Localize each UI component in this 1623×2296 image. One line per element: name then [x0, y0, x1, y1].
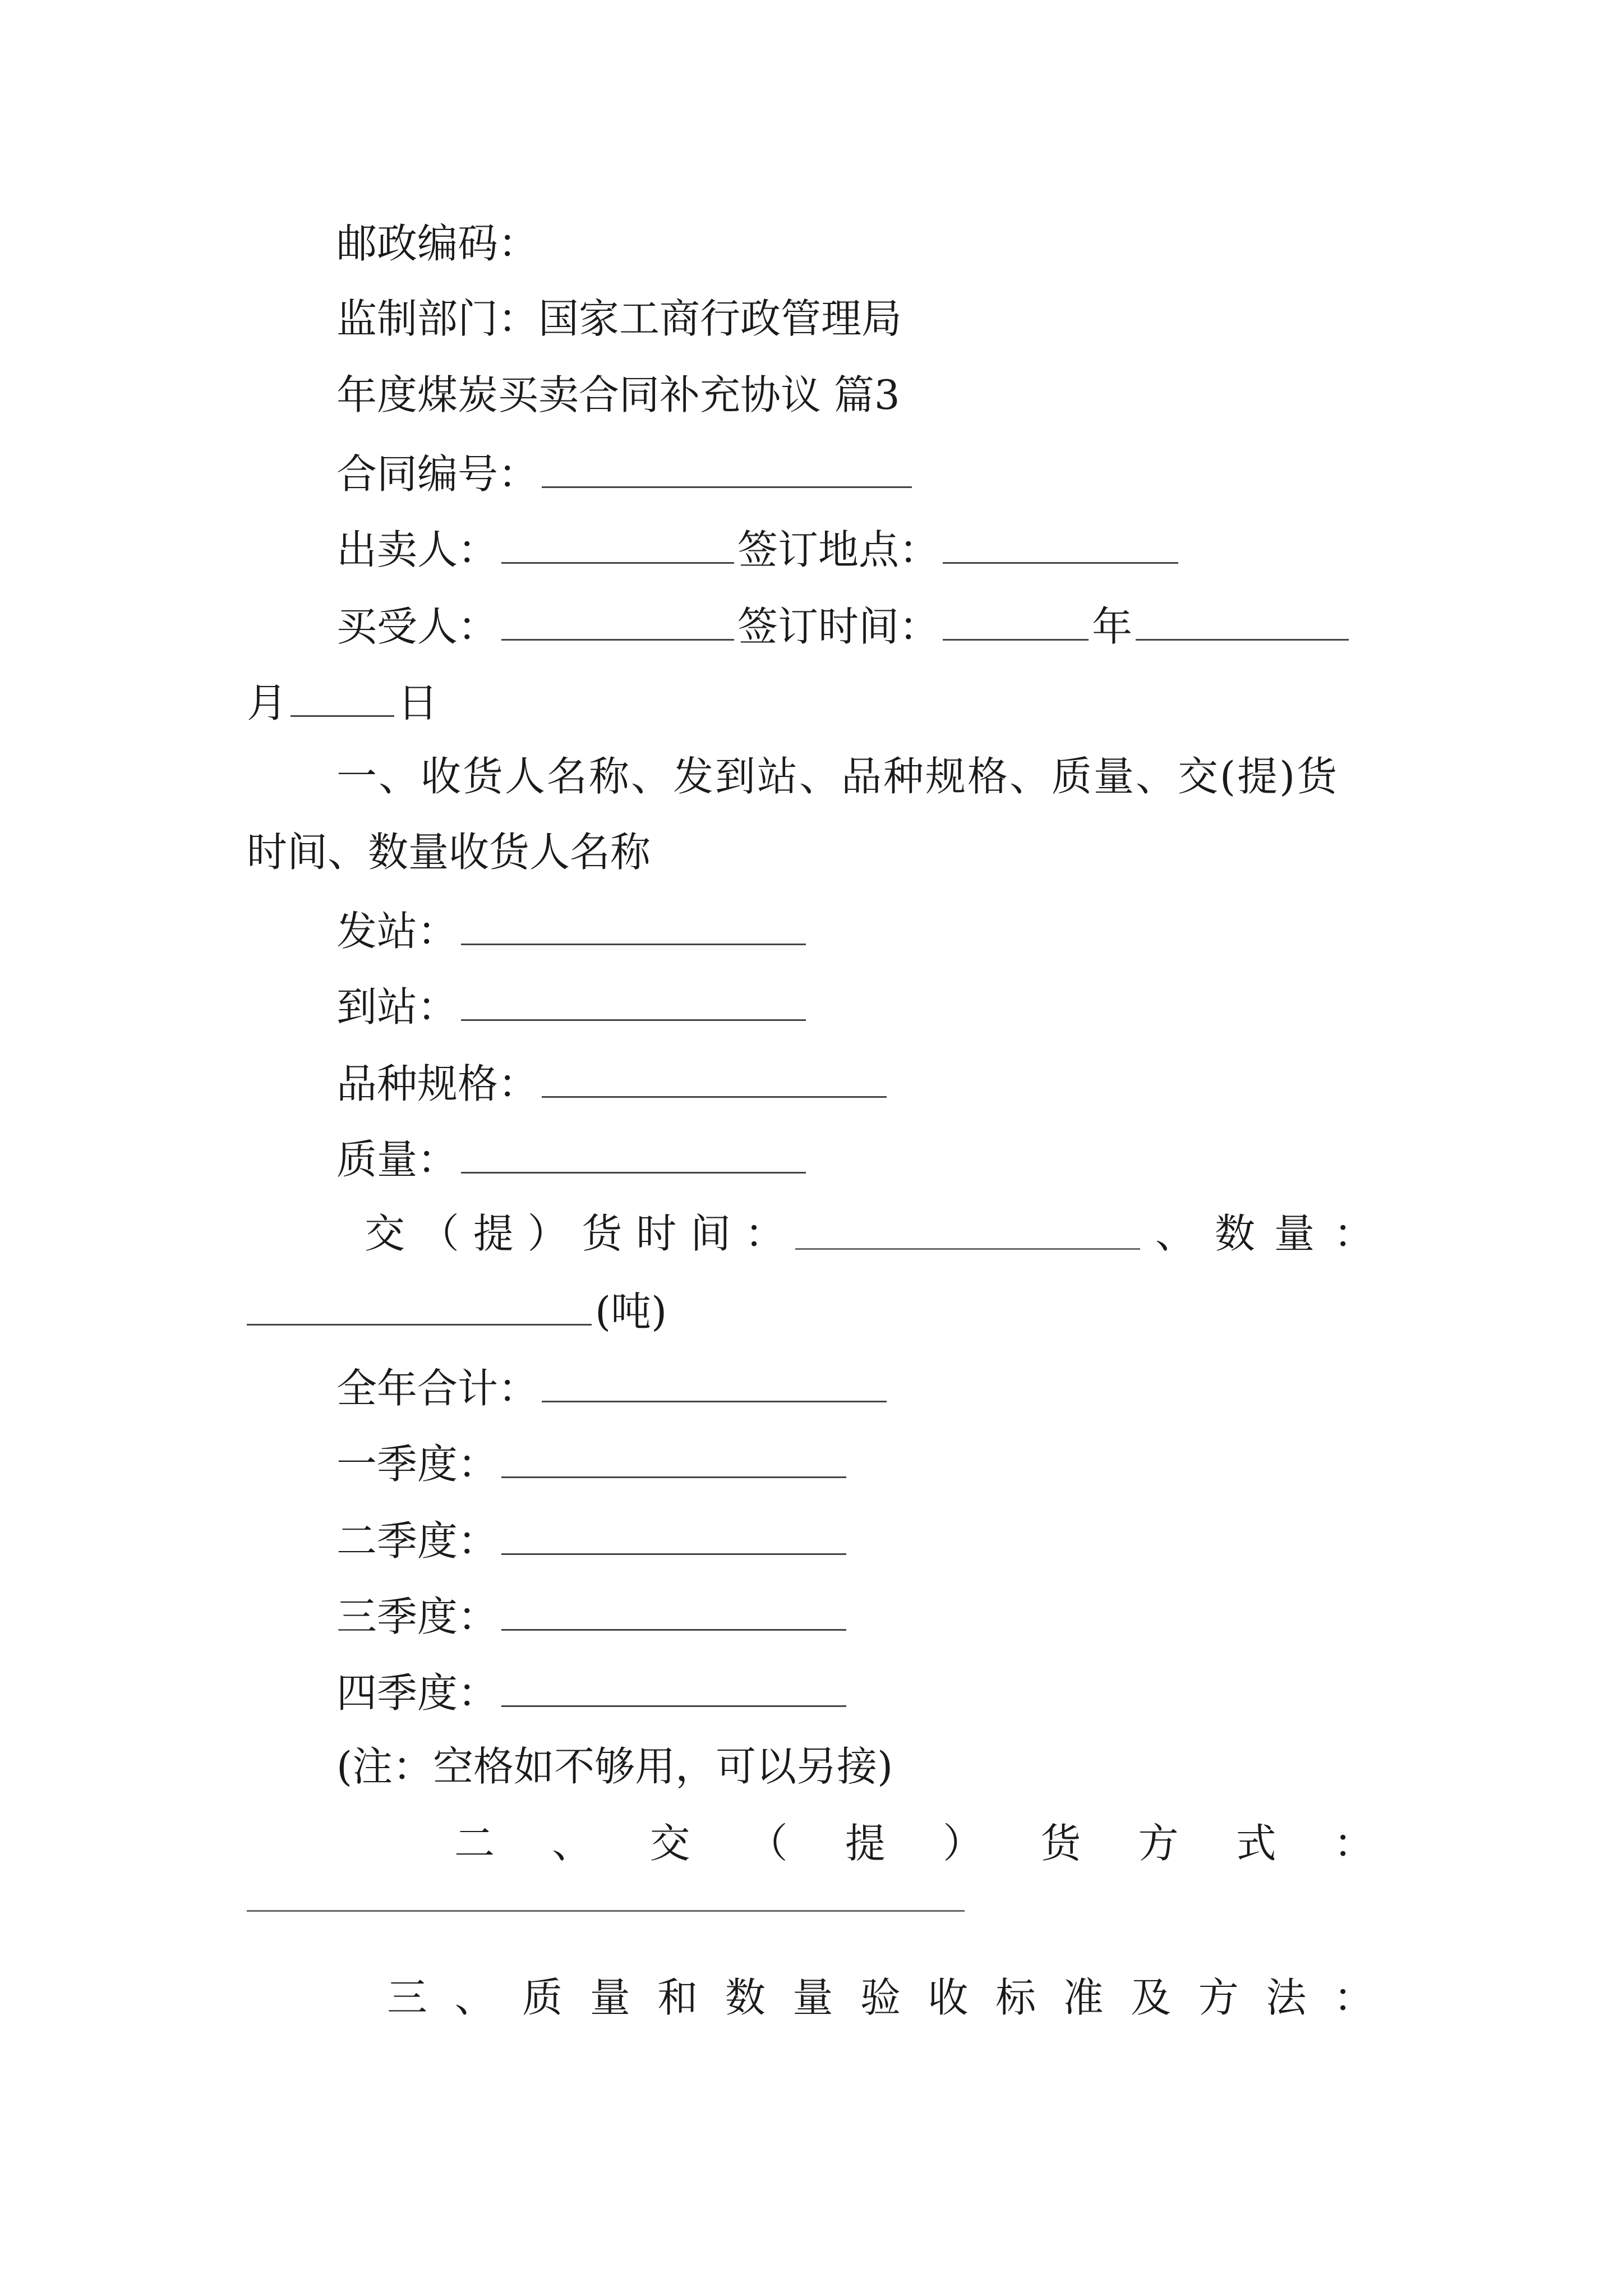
quantity-char: 量: [1274, 1210, 1315, 1257]
section3-char: 方: [1198, 1974, 1239, 2021]
quantity-char: ：: [1333, 1210, 1374, 1257]
section2-char: 提: [845, 1820, 886, 1867]
contract-no-label: 合同编号：: [336, 450, 539, 498]
sign-place-field[interactable]: [943, 527, 1178, 564]
section3-char: 、: [454, 1974, 495, 2021]
section1-heading-line1: [336, 753, 1339, 800]
section2-char: 方: [1138, 1820, 1179, 1867]
annual-total-field[interactable]: [542, 1366, 887, 1402]
buyer-field[interactable]: [501, 604, 734, 641]
depart-station-label: 发站：: [336, 908, 458, 955]
section2-char: 、: [552, 1820, 593, 1867]
month-day-line: [247, 679, 439, 726]
arrive-station-field[interactable]: [461, 984, 806, 1021]
section3-char: 及: [1131, 1974, 1172, 2021]
section2-field[interactable]: [247, 1910, 965, 1912]
section2-char: ）: [943, 1820, 984, 1867]
delivery-time-char: 提: [473, 1210, 514, 1257]
sign-time-label: 签订时间：: [737, 603, 940, 650]
month-char: 月: [247, 679, 288, 726]
supervisor-text: 监制部门：国家工商行政管理局: [336, 295, 902, 342]
note-line: [336, 1743, 893, 1790]
section3-char: 标: [995, 1974, 1036, 2021]
delivery-time-char: （: [418, 1210, 459, 1257]
note-text: (注：空格如不够用，可以另接): [336, 1743, 893, 1790]
section2-char: 式: [1235, 1820, 1276, 1867]
postal-code-label: 邮政编码：: [336, 220, 539, 267]
seller-line: [336, 526, 1182, 573]
q1-label: 一季度：: [336, 1441, 499, 1488]
delivery-time-char: ：: [744, 1210, 785, 1257]
q4-field[interactable]: [501, 1671, 846, 1707]
delivery-time-char: 间: [690, 1210, 731, 1257]
section3-char: 准: [1063, 1974, 1104, 2021]
delivery-time-char: 交: [365, 1210, 405, 1257]
depart-station-line: [336, 908, 809, 955]
document-title: [336, 371, 900, 418]
quantity-field[interactable]: [247, 1289, 592, 1326]
q4-label: 四季度：: [336, 1669, 499, 1717]
year-char: 年: [1092, 603, 1133, 650]
document-title-text: 年度煤炭买卖合同补充协议 篇3: [336, 371, 900, 418]
quantity-line: [247, 1288, 667, 1335]
q1-field[interactable]: [501, 1442, 846, 1478]
section2-heading: [454, 1820, 1374, 1867]
seller-label: 出卖人：: [336, 526, 499, 573]
section3-char: 法: [1266, 1974, 1307, 2021]
section3-char: 量: [589, 1974, 630, 2021]
q2-line: [336, 1517, 850, 1565]
depart-station-field[interactable]: [461, 909, 806, 945]
section3-char: 验: [860, 1974, 901, 2021]
annual-total-label: 全年合计：: [336, 1365, 539, 1412]
arrive-station-line: [336, 983, 809, 1030]
q2-field[interactable]: [501, 1519, 846, 1555]
contract-no-line: [336, 450, 915, 498]
q3-line: [336, 1593, 850, 1640]
section2-char: 二: [454, 1820, 495, 1867]
arrive-station-label: 到站：: [336, 983, 458, 1030]
spec-line: [336, 1060, 890, 1107]
quality-line: [336, 1136, 809, 1183]
q3-label: 三季度：: [336, 1593, 499, 1640]
quantity-char: 数: [1214, 1210, 1255, 1257]
sign-place-label: 签订地点：: [737, 526, 940, 573]
seller-field[interactable]: [501, 527, 734, 564]
section3-char: 质: [522, 1974, 563, 2021]
postal-code-line: [336, 220, 539, 267]
section2-char: （: [747, 1820, 788, 1867]
section1-heading-line2: [247, 829, 651, 876]
section3-char: 三: [387, 1974, 428, 2021]
q2-label: 二季度：: [336, 1517, 499, 1565]
delivery-time-char: 时: [636, 1210, 677, 1257]
annual-total-line: [336, 1365, 890, 1412]
section3-char: 和: [657, 1974, 698, 2021]
sign-year-field[interactable]: [943, 604, 1089, 641]
section2-char: ：: [1333, 1820, 1374, 1867]
section3-heading: [387, 1974, 1374, 2021]
buyer-label: 买受人：: [336, 603, 499, 650]
delivery-time-field[interactable]: [795, 1213, 1140, 1250]
section2-char: 交: [649, 1820, 690, 1867]
sign-month-field[interactable]: [1136, 604, 1349, 641]
q3-field[interactable]: [501, 1594, 846, 1631]
spec-field[interactable]: [542, 1061, 887, 1098]
delivery-time-char: 货: [582, 1210, 623, 1257]
delivery-time-label: [365, 1210, 785, 1257]
q1-line: [336, 1441, 850, 1488]
day-char: 日: [398, 679, 439, 726]
contract-no-field[interactable]: [542, 452, 912, 488]
delivery-time-char: ）: [527, 1210, 568, 1257]
buyer-line: [336, 603, 1352, 650]
supervisor-line: [336, 295, 902, 342]
quality-field[interactable]: [461, 1137, 806, 1174]
section3-char: ：: [1333, 1974, 1374, 2021]
section3-char: 数: [725, 1974, 766, 2021]
section2-char: 货: [1040, 1820, 1081, 1867]
sign-day-field[interactable]: [291, 680, 394, 717]
section1-heading-text1: 一、收货人名称、发到站、品种规格、质量、交(提)货: [336, 753, 1339, 800]
quantity-label: [1155, 1210, 1374, 1257]
quantity-char: 、: [1155, 1210, 1196, 1257]
section3-char: 收: [928, 1974, 969, 2021]
q4-line: [336, 1669, 850, 1717]
spec-label: 品种规格：: [336, 1060, 539, 1107]
section3-char: 量: [792, 1974, 833, 2021]
section1-heading-text2: 时间、数量收货人名称: [247, 829, 651, 876]
quality-label: 质量：: [336, 1136, 458, 1183]
ton-unit: (吨): [595, 1288, 667, 1335]
